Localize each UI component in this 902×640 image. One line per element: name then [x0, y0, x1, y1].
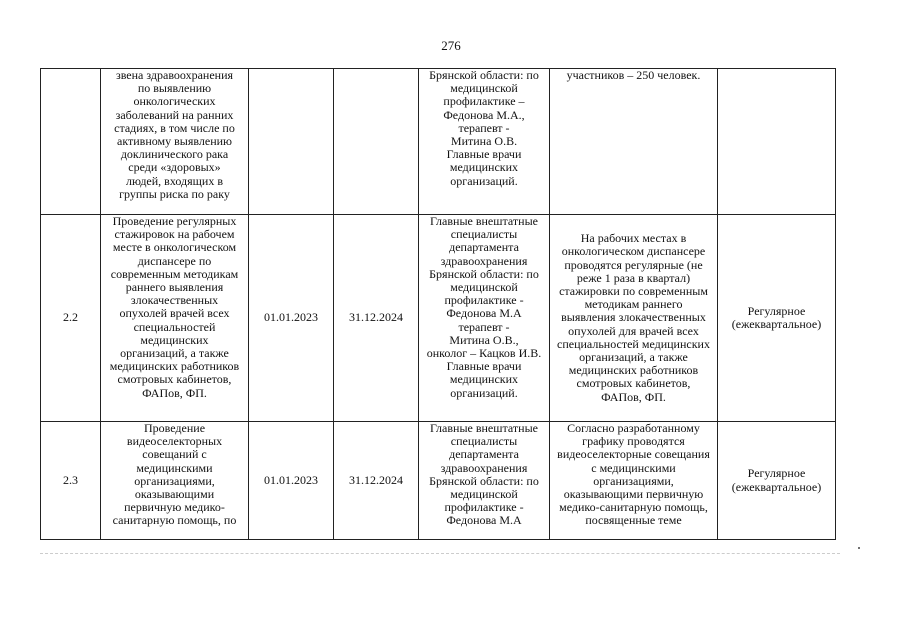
cell-text-line: участников – 250 человек. [566, 68, 701, 82]
page-number: 276 [441, 38, 461, 53]
cell-text-line: департамента [449, 240, 519, 255]
cell-text-line: опухолей для врачей всех [568, 323, 699, 338]
cell-text-line: терапевт - [458, 120, 510, 135]
row-number: 2.3 [41, 422, 101, 540]
cell-text-line: графику проводятся [582, 434, 685, 449]
cell-text-line: медико-санитарную помощь, [559, 500, 708, 515]
cell-text-line: среди «здоровых» [128, 160, 221, 175]
cell-text-line: организаций. [450, 173, 518, 188]
cell-text-line: онкологических [133, 94, 216, 109]
cell-text-line: реже 1 раза в квартал) [576, 270, 691, 285]
cell-text-line: профилактике – [443, 94, 525, 109]
cell-text-line: медицинскими [136, 460, 213, 475]
cell-text-line: специальностей [133, 319, 216, 334]
cell-text-line: Брянской области: по [429, 266, 539, 281]
cell-text-line: диспансере по [137, 253, 212, 268]
cell-text-line: Проведение регулярных [112, 214, 237, 228]
cell-text-line: современным методикам [110, 266, 239, 281]
cell-text-line: специалисты [450, 227, 518, 242]
cell-text-line: терапевт - [458, 319, 510, 334]
activity-cell [101, 422, 249, 540]
cell-text-line: медицинских [140, 332, 209, 347]
frequency-cell [718, 422, 836, 540]
cell-text-line: заболеваний на ранних [115, 107, 234, 122]
cell-text-line: стадиях, в том числе по [114, 120, 235, 135]
cell-text-line: Брянской области: по [429, 68, 539, 82]
scan-dashed-line [40, 553, 840, 554]
cell-text-line: группы риска по раку [119, 186, 230, 201]
cell-text-line: специальностей медицинских [557, 336, 710, 351]
responsible-cell [419, 215, 550, 422]
cell-text-line: Главные врачи [446, 359, 522, 374]
cell-text-line: Главные врачи [446, 147, 522, 162]
cell-text-line: проводятся регулярные (не [564, 257, 703, 272]
cell-text-line: организациями, [134, 473, 215, 488]
cell-text-line: Брянской области: по [429, 473, 539, 488]
cell-text-line: смотровых кабинетов, [576, 376, 691, 391]
cell-text-line: раннего выявления [125, 280, 224, 295]
cell-text-line: медицинской [450, 280, 518, 295]
cell-text-line: медицинских [449, 372, 519, 387]
cell-text-line: ФАПов, ФП. [601, 389, 666, 404]
row-number: 2.2 [41, 215, 101, 422]
cell-text-line: здравоохранения [440, 253, 528, 268]
cell-text-line: по выявлению [137, 81, 212, 96]
cell-text-line: Главные внештатные [430, 421, 538, 435]
cell-text-line: Главные внештатные [430, 214, 538, 228]
cell-text-line: стажировок на рабочем [114, 227, 235, 242]
cell-text-line: На рабочих местах в [580, 231, 687, 246]
cell-text-line: медицинских [449, 160, 519, 175]
cell-text-line: совещаний с [142, 447, 207, 462]
end-date: 31.12.2024 [334, 422, 419, 540]
table-row [41, 422, 836, 540]
cell-text-line: видеоселекторные совещания [557, 447, 710, 462]
scan-dot [858, 547, 860, 549]
cell-text-line: видеоселекторных [126, 434, 223, 449]
cell-text-line: оказывающими первичную [563, 487, 704, 502]
cell-text-line: санитарную помощь, по [112, 513, 237, 528]
cell-text-line: смотровых кабинетов, [117, 372, 232, 387]
end-date [334, 69, 419, 215]
table-row [41, 215, 836, 422]
cell-text-line: организаций, а также [579, 350, 688, 364]
cell-text-line: звена здравоохранения [115, 68, 234, 82]
result-cell [550, 215, 718, 422]
cell-text-line: выявления злокачественных [561, 310, 706, 325]
cell-text-line: организациями, [593, 473, 674, 488]
cell-text-line: Федонова М.А., [443, 107, 525, 122]
cell-text-line: медицинских работников [109, 359, 240, 374]
cell-text-line: ФАПов, ФП. [142, 385, 207, 400]
cell-text-line: департамента [449, 447, 519, 462]
cell-text-line: людей, входящих в [125, 173, 223, 188]
cell-text-line: Митина О.В. [450, 134, 518, 149]
frequency-cell [718, 69, 836, 215]
cell-text-line: доклинического рака [120, 147, 229, 162]
cell-text-line: профилактике - [444, 500, 524, 515]
cell-text-line: медицинской [450, 487, 518, 502]
result-cell [550, 69, 718, 215]
cell-text-line: стажировки по современным [559, 283, 708, 298]
cell-text-line: Федонова М.А [446, 513, 522, 528]
cell-text-line: посвященные теме [585, 513, 682, 528]
responsible-cell [419, 422, 550, 540]
frequency-cell [718, 215, 836, 422]
row-number [41, 69, 101, 215]
cell-text-line: злокачественных [130, 293, 219, 308]
cell-text-line: (ежеквартальное) [731, 317, 822, 331]
cell-text-line: здравоохранения [440, 460, 528, 475]
cell-text-line: Митина О.В., [449, 332, 519, 347]
cell-text-line: методикам раннего [584, 297, 683, 312]
cell-text-line: месте в онкологическом [112, 240, 237, 255]
cell-text-line: онкологическом диспансере [561, 244, 706, 259]
cell-text-line: Федонова М.А [446, 306, 522, 321]
cell-text-line: медицинских работников [568, 363, 699, 378]
activity-cell [101, 69, 249, 215]
cell-text-line: первичную медико- [124, 500, 225, 515]
cell-text-line: с медицинскими [591, 460, 676, 475]
cell-text-line: профилактике - [444, 293, 524, 308]
cell-text-line: (ежеквартальное) [731, 479, 822, 494]
cell-text-line: опухолей врачей всех [119, 306, 230, 321]
activity-cell [101, 215, 249, 422]
table-row [41, 69, 836, 215]
end-date: 31.12.2024 [334, 215, 419, 422]
cell-text-line: онколог – Кацков И.В. [426, 346, 542, 361]
cell-text-line: Согласно разработанному [567, 421, 700, 435]
cell-text-line: Регулярное [747, 466, 806, 481]
responsible-cell [419, 69, 550, 215]
cell-text-line: организаций. [450, 385, 518, 400]
start-date: 01.01.2023 [249, 422, 334, 540]
start-date [249, 69, 334, 215]
cell-text-line: активному выявлению [117, 134, 232, 149]
cell-text-line: Регулярное [747, 303, 806, 318]
cell-text-line: специалисты [450, 434, 518, 449]
cell-text-line: медицинской [450, 81, 518, 96]
cell-text-line: организаций, а также [120, 346, 229, 361]
cell-text-line: оказывающими [134, 487, 215, 502]
result-cell [550, 422, 718, 540]
plan-table [40, 68, 836, 540]
start-date: 01.01.2023 [249, 215, 334, 422]
cell-text-line: Проведение [143, 421, 206, 435]
